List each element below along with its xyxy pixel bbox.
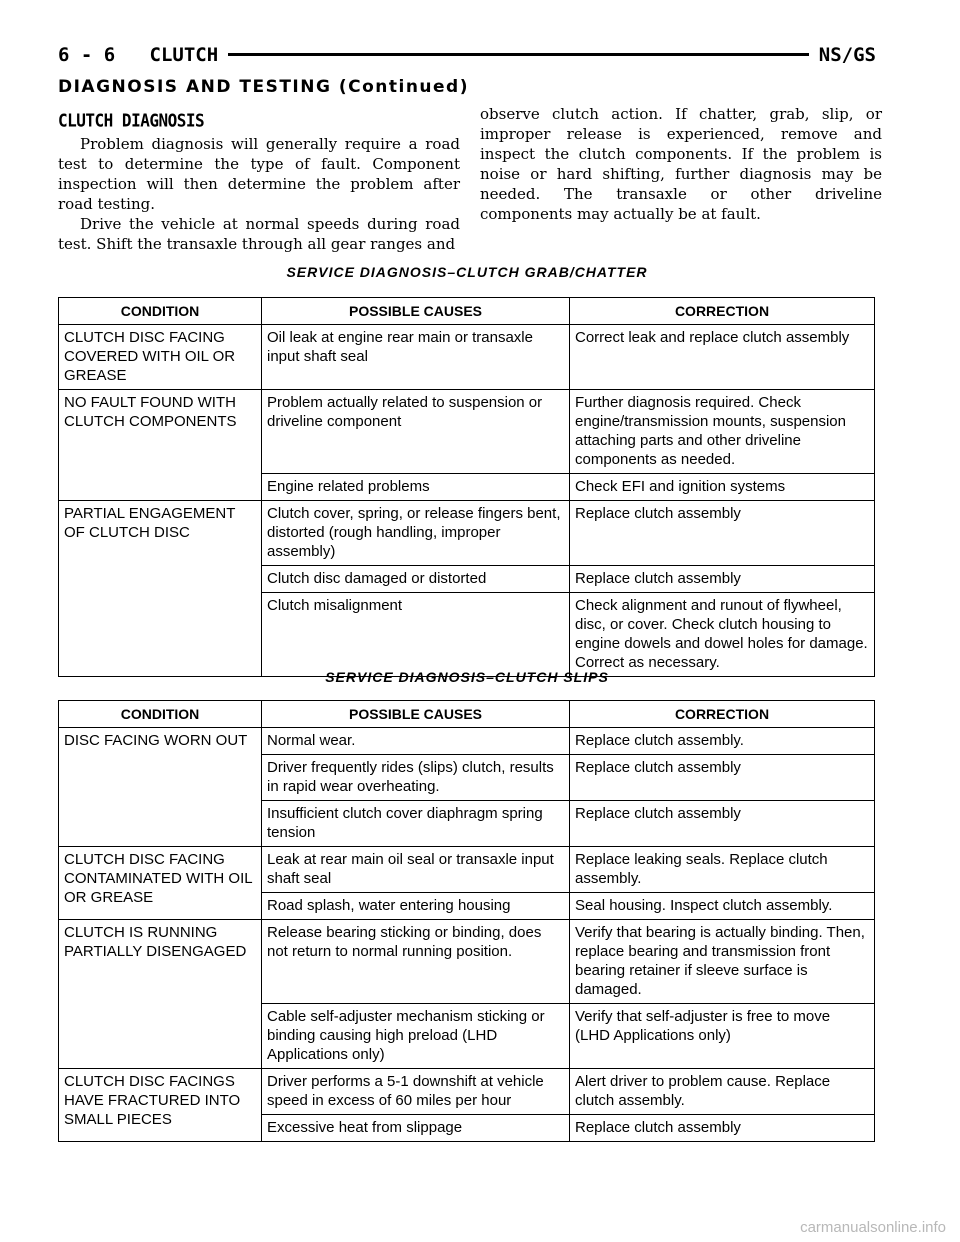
condition-cell: PARTIAL ENGAGEMENT OF CLUTCH DISC — [59, 501, 262, 677]
cause-cell: Leak at rear main oil seal or transaxle input shaft seal — [262, 847, 570, 893]
condition-cell: NO FAULT FOUND WITH CLUTCH COMPONENTS — [59, 390, 262, 501]
table-grab-chatter — [58, 297, 875, 677]
table2-header-row — [59, 701, 875, 728]
table2-header-correction: CORRECTION — [570, 701, 875, 728]
table2-header-condition: CONDITION — [59, 701, 262, 728]
cause-cell: Clutch disc damaged or distorted — [262, 566, 570, 593]
model-code: NS/GS — [809, 42, 876, 68]
condition-cell: CLUTCH DISC FACINGS HAVE FRACTURED INTO SMALL PIECES — [59, 1069, 262, 1142]
cause-cell: Engine related problems — [262, 474, 570, 501]
table-row — [59, 728, 875, 755]
table1-header-condition: CONDITION — [59, 298, 262, 325]
table-row — [59, 1069, 875, 1115]
correction-cell: Replace clutch assembly — [570, 755, 875, 801]
cause-cell: Release bearing sticking or binding, does not return to normal running position. — [262, 920, 570, 1004]
correction-cell: Seal housing. Inspect clutch assembly. — [570, 893, 875, 920]
paragraph-2-start: Drive the vehicle at normal speeds during road test. Shift the transaxle through all gear ranges and — [58, 215, 460, 253]
correction-cell: Further diagnosis required. Check engine/transmission mounts, suspension attaching parts and other driveline components as needed. — [570, 390, 875, 474]
correction-cell: Replace clutch assembly — [570, 501, 875, 566]
condition-cell: CLUTCH DISC FACING COVERED WITH OIL OR GREASE — [59, 325, 262, 390]
correction-cell: Alert driver to problem cause. Replace clutch assembly. — [570, 1069, 875, 1115]
heading-clutch-diagnosis: CLUTCH DIAGNOSIS — [58, 110, 205, 131]
table1-header-row — [59, 298, 875, 325]
correction-cell: Replace clutch assembly — [570, 1115, 875, 1142]
cause-cell: Normal wear. — [262, 728, 570, 755]
correction-cell: Replace leaking seals. Replace clutch assembly. — [570, 847, 875, 893]
page-header — [58, 42, 876, 68]
cause-cell: Driver performs a 5-1 downshift at vehicle speed in excess of 60 miles per hour — [262, 1069, 570, 1115]
paragraph-2-end: observe clutch action. If chatter, grab, slip, or improper release is experienced, remove and inspect the clutch components. If the problem is noise or hard shifting, further diagnosis may be needed. The transaxle or other driveline components may actually be at fault. — [480, 105, 882, 223]
correction-cell: Verify that bearing is actually binding. Then, replace bearing and transmission front bearing retainer if sleeve surface is damaged. — [570, 920, 875, 1004]
right-column — [480, 104, 882, 224]
correction-cell: Check alignment and runout of flywheel, disc, or cover. Check clutch housing to engine dowels and dowel holes for damage. Correct as necessary. — [570, 593, 875, 677]
correction-cell: Check EFI and ignition systems — [570, 474, 875, 501]
page-number-section: 6 - 6 CLUTCH — [58, 42, 228, 68]
cause-cell: Clutch cover, spring, or release fingers bent, distorted (rough handling, improper assembly) — [262, 501, 570, 566]
table-row — [59, 847, 875, 893]
cause-cell: Driver frequently rides (slips) clutch, results in rapid wear overheating. — [262, 755, 570, 801]
condition-cell: CLUTCH DISC FACING CONTAMINATED WITH OIL OR GREASE — [59, 847, 262, 920]
section-title: DIAGNOSIS AND TESTING (Continued) — [58, 77, 469, 97]
left-column — [58, 104, 460, 254]
condition-cell: DISC FACING WORN OUT — [59, 728, 262, 847]
correction-cell: Replace clutch assembly — [570, 566, 875, 593]
table2-title: SERVICE DIAGNOSIS–CLUTCH SLIPS — [325, 669, 609, 685]
correction-cell: Replace clutch assembly — [570, 801, 875, 847]
cause-cell: Cable self-adjuster mechanism sticking or binding causing high preload (LHD Applications only) — [262, 1004, 570, 1069]
table-row — [59, 920, 875, 1004]
table1-header-possible-causes: POSSIBLE CAUSES — [262, 298, 570, 325]
paragraph-1: Problem diagnosis will generally require a road test to determine the type of fault. Component inspection will then determine the problem after road testing. — [58, 135, 460, 213]
table-row — [59, 325, 875, 390]
correction-cell: Verify that self-adjuster is free to move (LHD Applications only) — [570, 1004, 875, 1069]
correction-cell: Replace clutch assembly. — [570, 728, 875, 755]
cause-cell: Insufficient clutch cover diaphragm spring tension — [262, 801, 570, 847]
table1-header-correction: CORRECTION — [570, 298, 875, 325]
table-row — [59, 501, 875, 566]
table-row — [59, 390, 875, 474]
table1-title: SERVICE DIAGNOSIS–CLUTCH GRAB/CHATTER — [286, 264, 648, 280]
correction-cell: Correct leak and replace clutch assembly — [570, 325, 875, 390]
table2-header-possible-causes: POSSIBLE CAUSES — [262, 701, 570, 728]
cause-cell: Clutch misalignment — [262, 593, 570, 677]
watermark: carmanualsonline.info — [800, 1219, 946, 1236]
cause-cell: Excessive heat from slippage — [262, 1115, 570, 1142]
cause-cell: Problem actually related to suspension or driveline component — [262, 390, 570, 474]
cause-cell: Road splash, water entering housing — [262, 893, 570, 920]
condition-cell: CLUTCH IS RUNNING PARTIALLY DISENGAGED — [59, 920, 262, 1069]
table-clutch-slips — [58, 700, 875, 1142]
cause-cell: Oil leak at engine rear main or transaxle input shaft seal — [262, 325, 570, 390]
